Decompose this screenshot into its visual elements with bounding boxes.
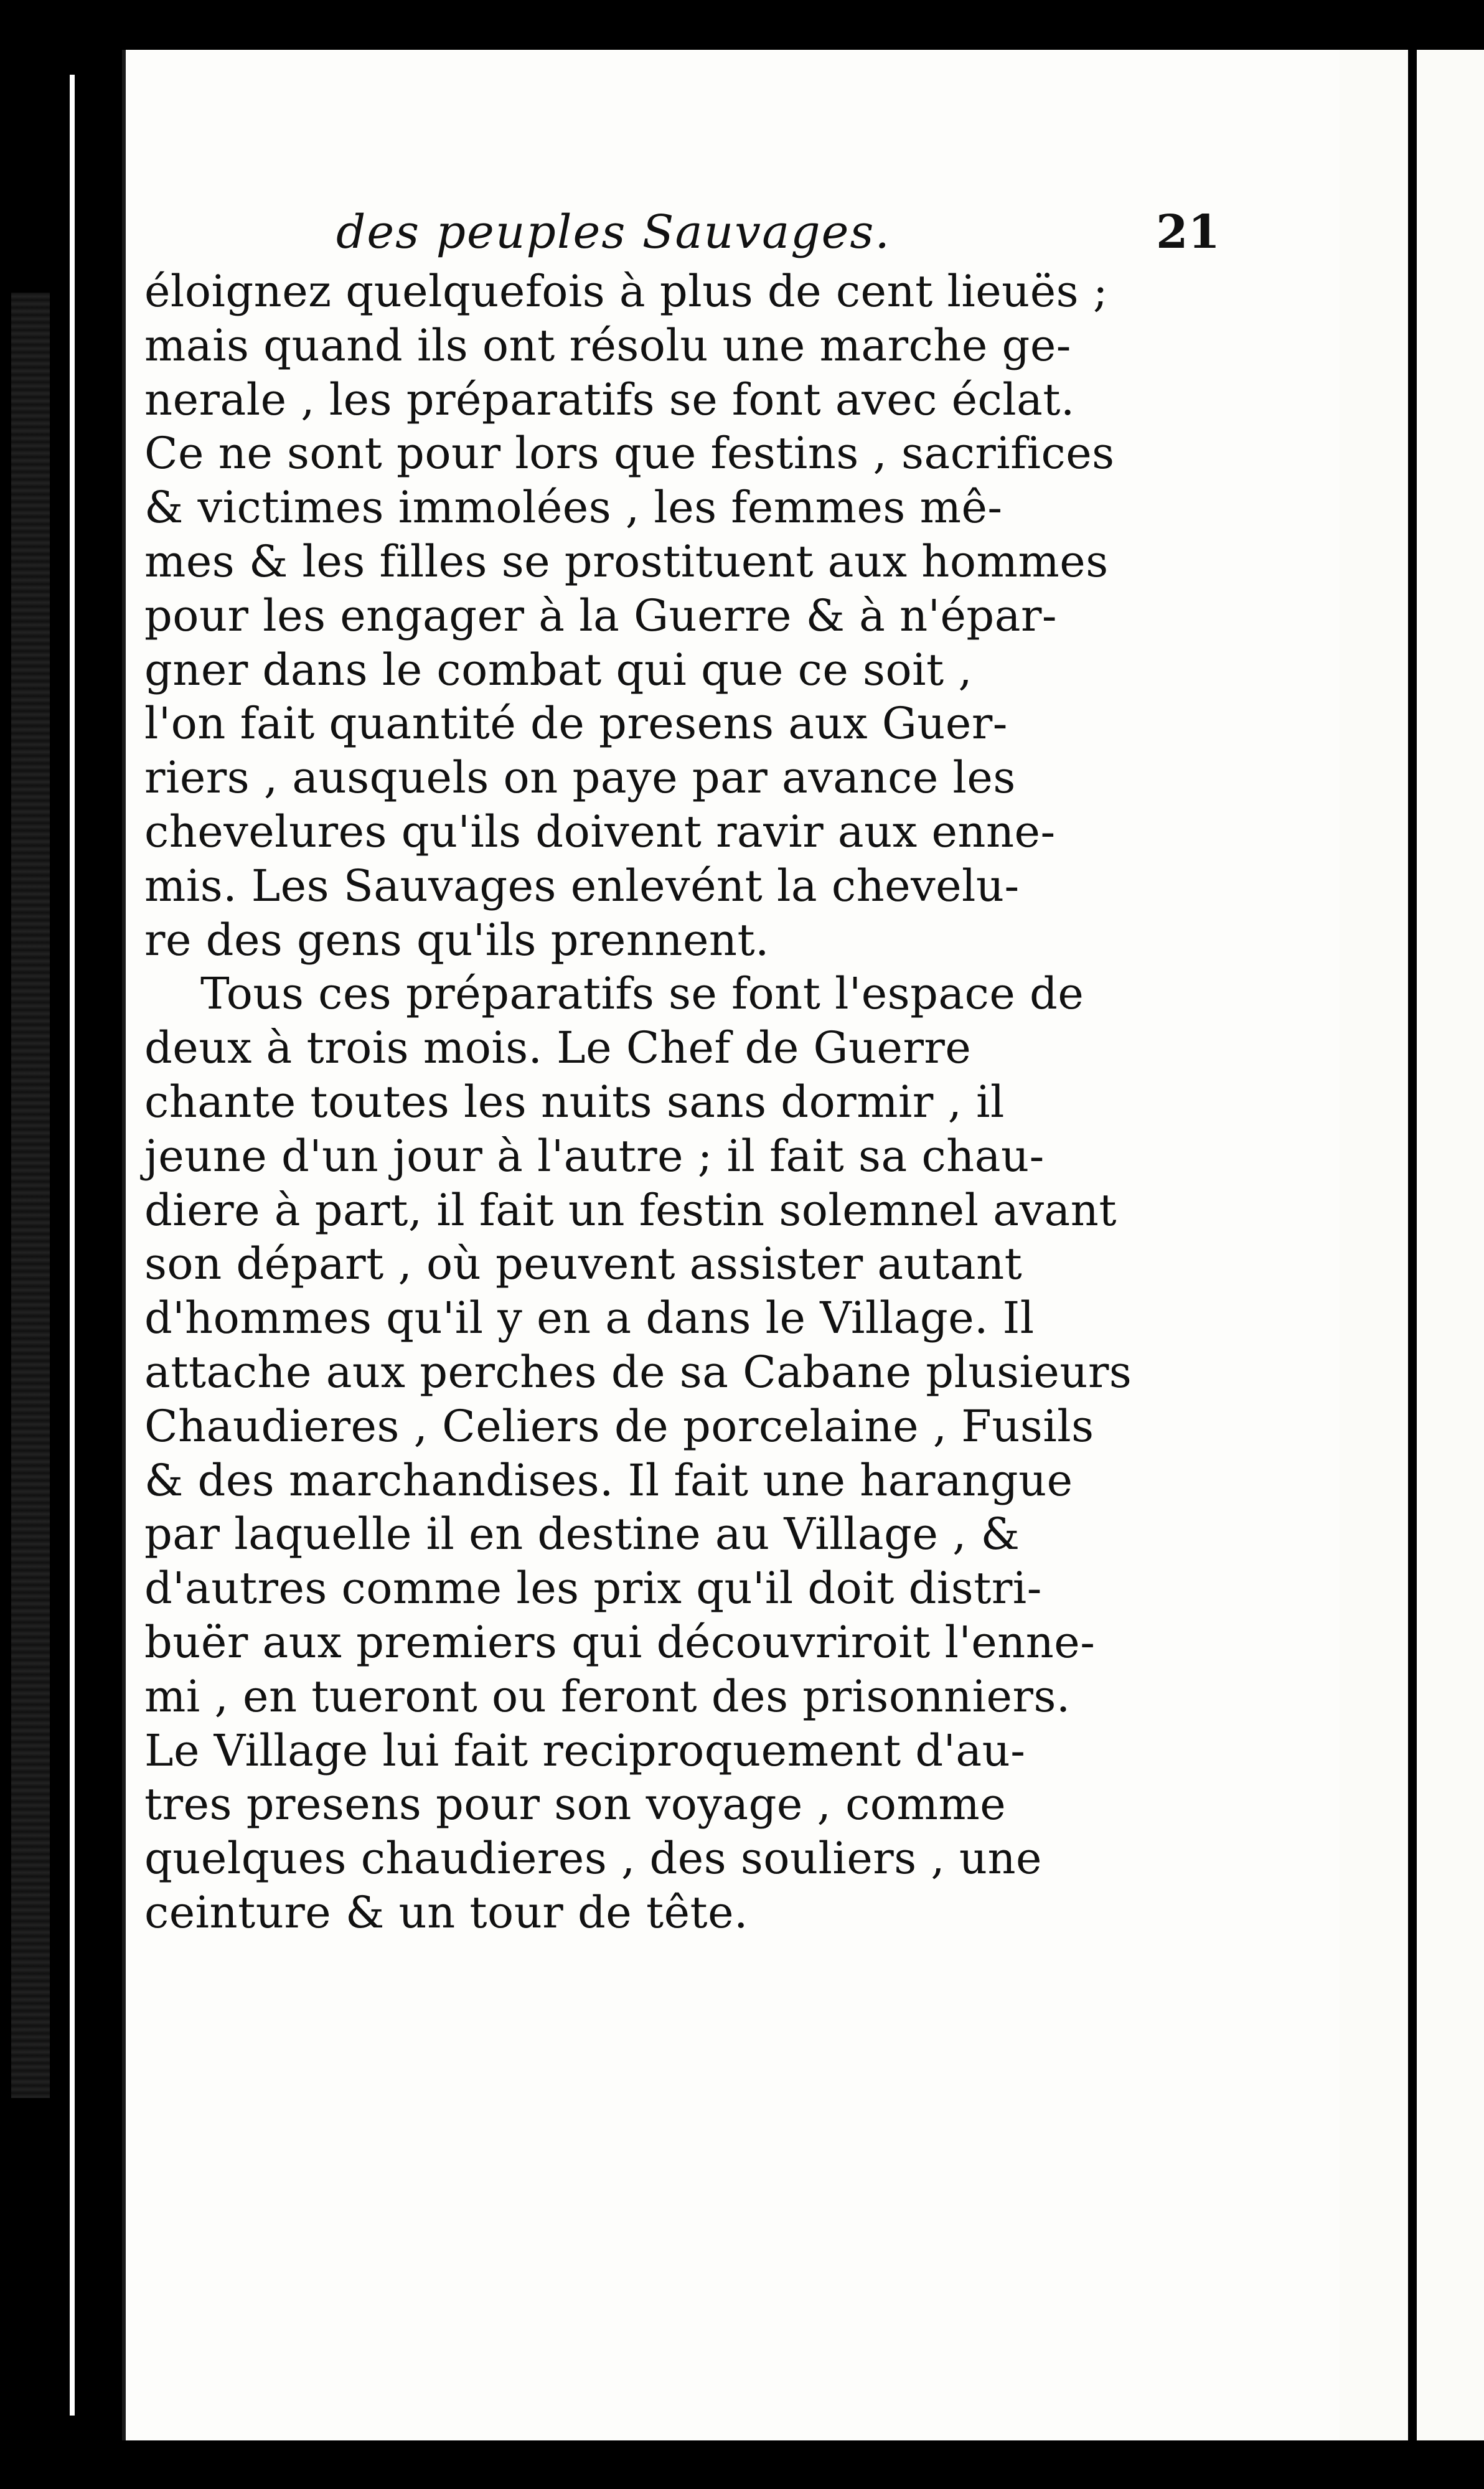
running-head <box>336 205 1307 268</box>
body-text <box>144 265 1327 1940</box>
text-line: d'hommes qu'il y en a dans le Village. Il <box>144 1292 1035 1344</box>
text-line: mais quand ils ont résolu une marche ge- <box>144 319 1071 371</box>
text-line: riers , ausquels on paye par avance les <box>144 752 1016 804</box>
text-line: Ce ne sont pour lors que festins , sacrifices <box>144 428 1115 479</box>
text-line: buër aux premiers qui découvriroit l'enne- <box>144 1616 1096 1668</box>
text-line: gner dans le combat qui que ce soit , <box>144 644 973 695</box>
text-line: Le Village lui fait reciproquement d'au- <box>144 1724 1026 1776</box>
text-line: par laquelle il en destine au Village , & <box>144 1508 1020 1560</box>
text-line: chante toutes les nuits sans dormir , il <box>144 1076 1005 1127</box>
binding-line <box>70 75 75 2416</box>
text-line: deux à trois mois. Le Chef de Guerre <box>144 1022 972 1074</box>
running-title: des peuples Sauvages. <box>336 205 891 259</box>
paragraph-start-line: Tous ces préparatifs se font l'espace de <box>200 968 1084 1020</box>
text-line: quelques chaudieres , des souliers , une <box>144 1833 1042 1884</box>
text-line: & des marchandises. Il fait une harangue <box>144 1454 1073 1506</box>
text-line: chevelures qu'ils doivent ravir aux enne- <box>144 806 1056 857</box>
text-line: pour les engager à la Guerre & à n'épar- <box>144 590 1058 641</box>
bottom-margin <box>0 2440 1484 2489</box>
text-line: tres presens pour son voyage , comme <box>144 1779 1007 1830</box>
right-border-line <box>1408 50 1417 2440</box>
text-line: nerale , les préparatifs se font avec éclat. <box>144 374 1075 425</box>
text-line: d'autres comme les prix qu'il doit distri- <box>144 1563 1042 1614</box>
text-line: mis. Les Sauvages enlevént la chevelu- <box>144 860 1020 911</box>
text-line: Chaudieres , Celiers de porcelaine , Fusils <box>144 1400 1094 1452</box>
text-line: mes & les filles se prostituent aux hommes <box>144 535 1109 587</box>
text-line: re des gens qu'ils prennent. <box>144 914 769 966</box>
text-line: l'on fait quantité de presens aux Guer- <box>144 698 1008 750</box>
text-line: éloignez quelquefois à plus de cent lieuës ; <box>144 266 1108 317</box>
text-line: attache aux perches de sa Cabane plusieurs <box>144 1346 1132 1398</box>
text-line: & victimes immolées , les femmes mê- <box>144 482 1003 534</box>
text-line: diere à part, il fait un festin solemnel avant <box>144 1184 1117 1236</box>
text-line: ceinture & un tour de tête. <box>144 1886 748 1938</box>
text-line: mi , en tueront ou feront des prisonniers. <box>144 1670 1071 1722</box>
binding-edge <box>11 293 50 2098</box>
text-line: jeune d'un jour à l'autre ; il fait sa chau- <box>144 1130 1045 1182</box>
page-number: 21 <box>1156 205 1220 259</box>
text-line: son départ , où peuvent assister autant <box>144 1238 1023 1290</box>
